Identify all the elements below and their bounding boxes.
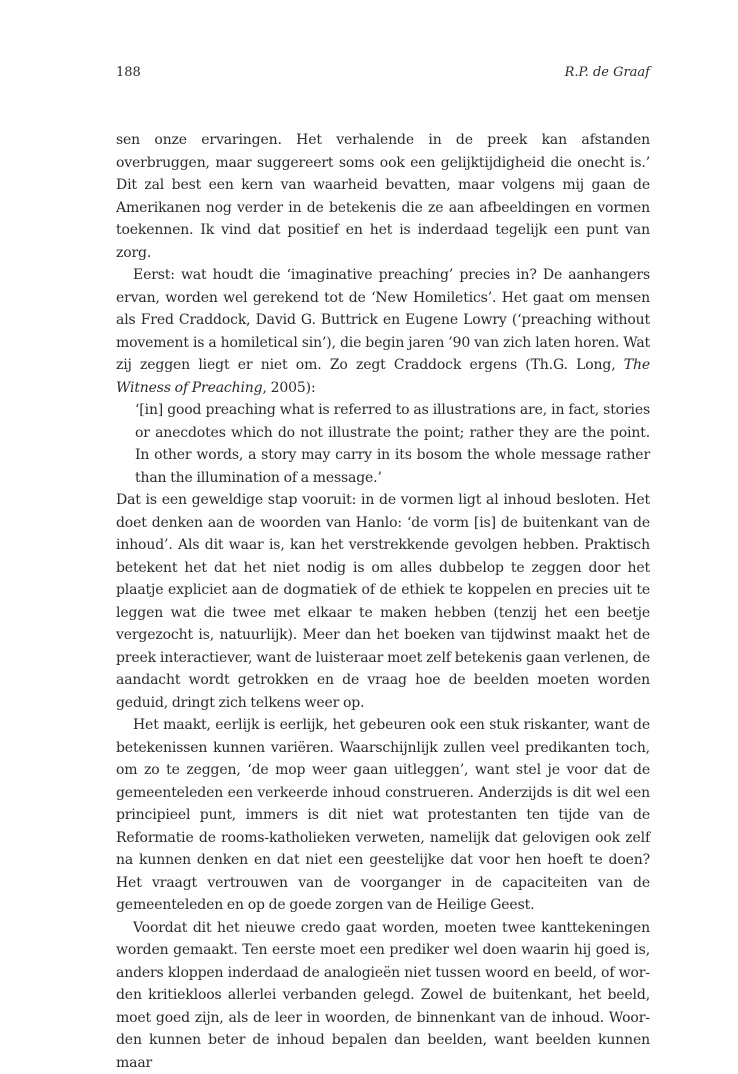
main-text: [116, 129, 650, 1074]
page-number: 188: [116, 62, 141, 84]
block-quote: ‘[in] good preaching what is referred to as illustrations are, in fact, stories or anecdotes which do not illustrate the point; rather they are the point. In other words, a story may carry in its bosom the whole message rather than the illumination of a message.’: [135, 399, 650, 489]
paragraph-continued: sen onze ervaringen. Het verhalende in de preek kan afstanden overbruggen, maar suggereert soms ook een gelijktijdigheid die onecht is.’ Dit zal best een kern van waarheid bevatten, maar volgens mij gaan de Amerikanen nog verder in de betekenis die ze aan afbeeldingen en vormen toekennen. Ik vind dat positief en het is inderdaad tegelijk een punt van zorg.: [116, 129, 650, 264]
book-title: The Witness of Preaching: [116, 357, 650, 396]
running-head-author: R.P. de Graaf: [565, 62, 650, 84]
paragraph-text: , 2005):: [263, 380, 316, 396]
paragraph-remarks: Voordat dit het nieuwe credo gaat worden, moeten twee kanttekeningen worden gemaakt. Ten eerste moet een prediker wel doen waarin hij goed is, anders kloppen inderdaad de analogieën niet tussen woord en beeld, of worden kritiekloos allerlei verbanden gelegd. Zowel de buitenkant, het beeld, moet goed zijn, als de leer in woorden, de binnenkant van de inhoud. Woorden kunnen beter de inhoud bepalen dan beelden, want beelden kunnen maar: [116, 917, 650, 1074]
paragraph-risk: Het maakt, eerlijk is eerlijk, het gebeuren ook een stuk riskanter, want de betekenissen kunnen variëren. Waarschijnlijk zullen veel predikanten toch, om zo te zeggen, ‘de mop weer gaan uitleggen’, want stel je voor dat de gemeenteleden een verkeerde inhoud construeren. Anderzijds is dit wel een principieel punt, immers is dit niet wat protestanten ten tijde van de Reformatie de rooms-katholieken verweten, namelijk dat gelovigen ook zelf na kunnen denken en dat niet een geestelijke dat voor hen hoeft te doen? Het vraagt vertrouwen van de voorganger in de capaciteiten van de gemeenteleden en op de goede zorgen van de Heilige Geest.: [116, 714, 650, 917]
paragraph-step-forward: Dat is een geweldige stap vooruit: in de vormen ligt al inhoud besloten. Het doet denken aan de woorden van Hanlo: ‘de vorm [is] de buitenkant van de inhoud’. Als dit waar is, kan het verstrekkende gevolgen hebben. Praktisch betekent het dat het niet nodig is om alles dubbelop te zeggen door het plaatje expliciet aan de dogmatiek of de ethiek te koppelen en precies uit te leggen wat die twee met elkaar te maken hebben (tenzij het een beetje vergezocht is, natuurlijk). Meer dan het boeken van tijdwinst maakt het de preek interactiever, want de luisteraar moet zelf betekenis gaan verlenen, de aandacht wordt getrokken en de vraag hoe de beelden moeten worden geduid, dringt zich telkens weer op.: [116, 489, 650, 714]
page-header: [116, 62, 650, 84]
paragraph-text: Eerst: wat houdt die ‘imaginative preaching’ precies in? De aanhangers ervan, worden wel gerekend tot de ‘New Homiletics’. Het gaat om mensen als Fred Craddock, David G. Buttrick en Eugene Lowry (‘preaching without movement is a homiletical sin’), die begin jaren ’90 van zich laten horen. Wat zij zeggen liegt er niet om. Zo zegt Craddock ergens (Th.G. Long,: [116, 267, 650, 373]
paragraph-imaginative-preaching: [116, 264, 650, 399]
